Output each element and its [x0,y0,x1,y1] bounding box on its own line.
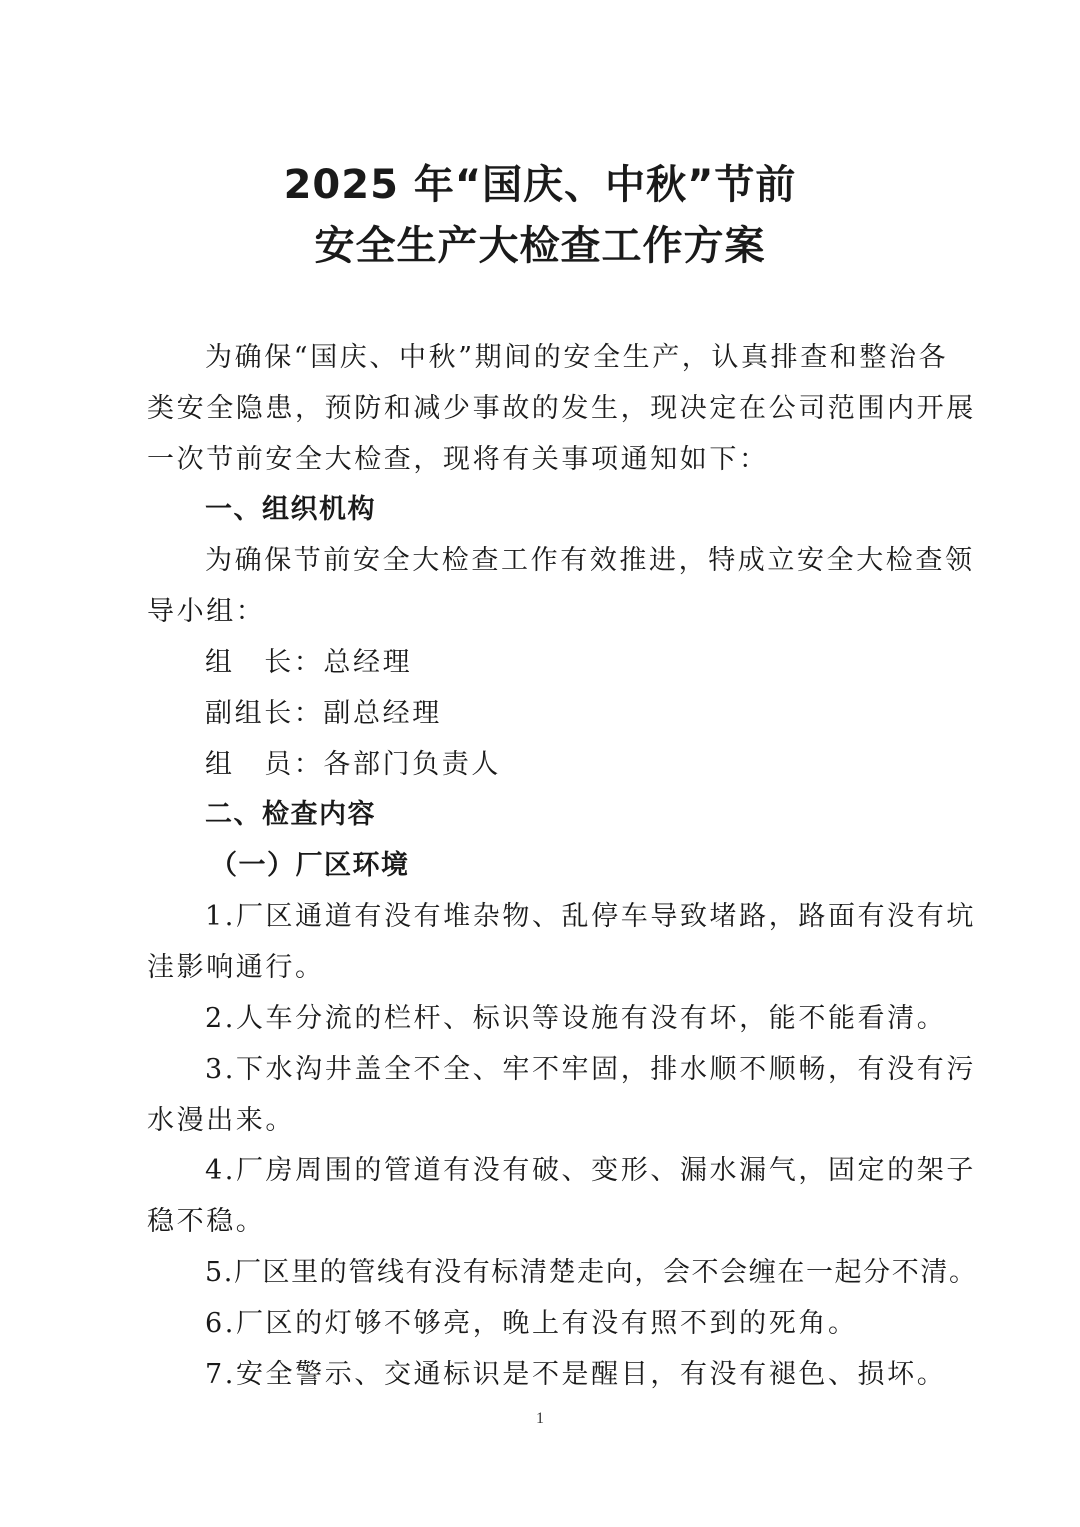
section-heading-organization: 一、组织机构 [205,494,376,525]
intro-paragraph-line-3: 一次节前安全大检查，现将有关事项通知如下： [147,444,769,475]
item-5: 5.厂区里的管线有没有标清楚走向，会不会缠在一起分不清。 [205,1257,978,1288]
page-number: 1 [536,1410,544,1427]
title-line-2: 安全生产大检查工作方案 [314,223,766,269]
item-4-line-2: 稳不稳。 [147,1206,266,1237]
item-1-line-2: 洼影响通行。 [147,952,325,983]
subsection-heading-factory-area: （一）厂区环境 [210,850,410,881]
item-4-line-1: 4.厂房周围的管道有没有破、变形、漏水漏气，固定的架子 [205,1155,976,1186]
organization-paragraph-line-1: 为确保节前安全大检查工作有效推进，特成立安全大检查领 [205,545,975,576]
intro-paragraph-line-1: 为确保“国庆、中秋”期间的安全生产，认真排查和整治各 [205,342,949,373]
title-line-1: 2025 年“国庆、中秋”节前 [283,162,797,208]
item-6: 6.厂区的灯够不够亮，晚上有没有照不到的死角。 [205,1308,858,1339]
intro-paragraph-line-2: 类安全隐患，预防和减少事故的发生，现决定在公司范围内开展 [147,393,976,424]
section-heading-inspection: 二、检查内容 [205,799,376,830]
member-leader: 组 长：总经理 [205,647,413,678]
organization-paragraph-line-2: 导小组： [147,596,266,627]
member-members: 组 员：各部门负责人 [205,749,501,780]
item-1-line-1: 1.厂区通道有没有堆杂物、乱停车导致堵路，路面有没有坑 [205,901,976,932]
member-deputy-leader: 副组长：副总经理 [205,698,442,729]
item-2: 2.人车分流的栏杆、标识等设施有没有坏，能不能看清。 [205,1003,947,1034]
item-3-line-2: 水漫出来。 [147,1105,295,1136]
item-7: 7.安全警示、交通标识是不是醒目，有没有褪色、损坏。 [205,1359,947,1390]
item-3-line-1: 3.下水沟井盖全不全、牢不牢固，排水顺不顺畅，有没有污 [205,1054,976,1085]
